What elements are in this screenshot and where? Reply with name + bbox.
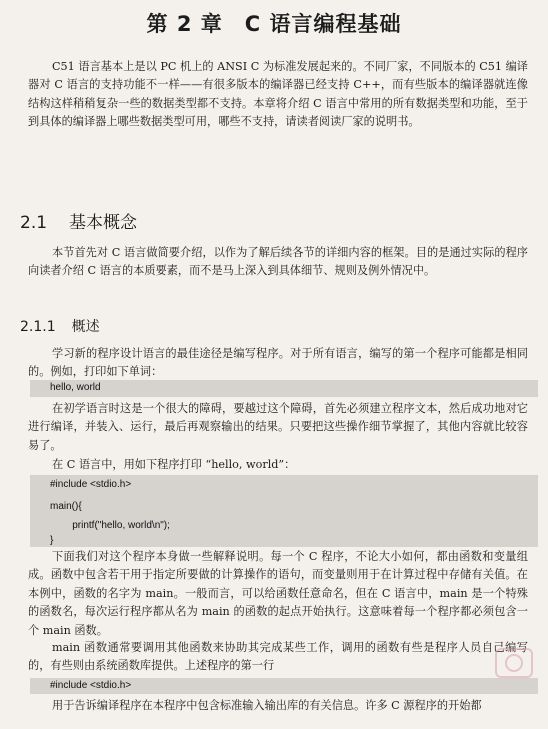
code-block-1 bbox=[30, 380, 538, 397]
code-block-2 bbox=[30, 475, 538, 547]
code-line: hello, world bbox=[50, 382, 101, 393]
section-title: 基本概念 bbox=[69, 213, 138, 233]
subsection-number: 2.1.1 bbox=[20, 319, 56, 335]
code-line: printf("hello, world\n"); bbox=[50, 520, 170, 531]
paragraph-5: main 函数通常要调用其他函数来协助其完成某些工作，调用的函数有些是程序人员自己编写的，有些则由系统函数库提供。上述程序的第一行 bbox=[28, 641, 528, 673]
subsection-title: 概述 bbox=[71, 319, 100, 335]
code-line: #include <stdio.h> bbox=[50, 680, 132, 691]
section-heading bbox=[20, 208, 137, 233]
paragraph-1: 学习新的程序设计语言的最佳途径是编写程序。对于所有语言，编写的第一个程序可能都是相同的。例如，打印如下单词： bbox=[28, 347, 528, 379]
paragraph-6: 用于告诉编译程序在本程序中包含标准输入输出库的有关信息。许多 C 源程序的开始都 bbox=[52, 699, 482, 712]
section-paragraph: 本节首先对 C 语言做简要介绍，以作为了解后续各节的详细内容的框架。目的是通过实际的程序向读者介绍 C 语言的本质要素，而不是马上深入到具体细节、规则及例外情况中。 bbox=[28, 246, 528, 278]
section-number: 2.1 bbox=[20, 213, 48, 233]
paragraph-3: 在 C 语言中，用如下程序打印 “hello, world”： bbox=[52, 458, 296, 471]
code-block-3 bbox=[30, 678, 538, 694]
code-line: main(){ bbox=[50, 501, 82, 512]
code-line: } bbox=[50, 535, 54, 546]
chapter-title: 第 2 章 C 语言编程基础 bbox=[146, 12, 402, 36]
paragraph-2: 在初学语言时这是一个很大的障碍，要越过这个障碍，首先必须建立程序文本，然后成功地对它进行编译，并装入、运行，最后再观察输出的结果。只要把这些操作细节掌握了，其他内容就比较容易了。 bbox=[28, 402, 528, 452]
code-line: #include <stdio.h> bbox=[50, 479, 132, 490]
paragraph-4: 下面我们对这个程序本身做一些解释说明。每一个 C 程序，不论大小如何，都由函数和变量组成。函数中包含若干用于指定所要做的计算操作的语句，而变量则用于在计算过程中存储有关值。在本例中，函数的名字为 main。一般而言，可以给函数任意命名，但在 C 语言中，main 是一个特殊的函数名，每次运行程序都从名为 main 的函数的起点开始执行。这意味着每一个程序都必须包含一个 main 函数。 bbox=[28, 550, 528, 637]
watermark-stamp-icon bbox=[492, 645, 536, 681]
subsection-heading bbox=[20, 316, 100, 336]
intro-paragraph: C51 语言基本上是以 PC 机上的 ANSI C 为标准发展起来的。不同厂家，不同版本的 C51 编译器对 C 语言的支持功能不一样——有很多版本的编译器已经支持 C++，而有些版本的编译器就连像结构这样稍稍复杂一些的数据类型都不支持。本章将介绍 C 语言中常用的所有数据类型和功能，至于到具体的编译器上哪些数据类型可用，哪些不支持，请读者阅读厂家的说明书。 bbox=[28, 60, 528, 129]
